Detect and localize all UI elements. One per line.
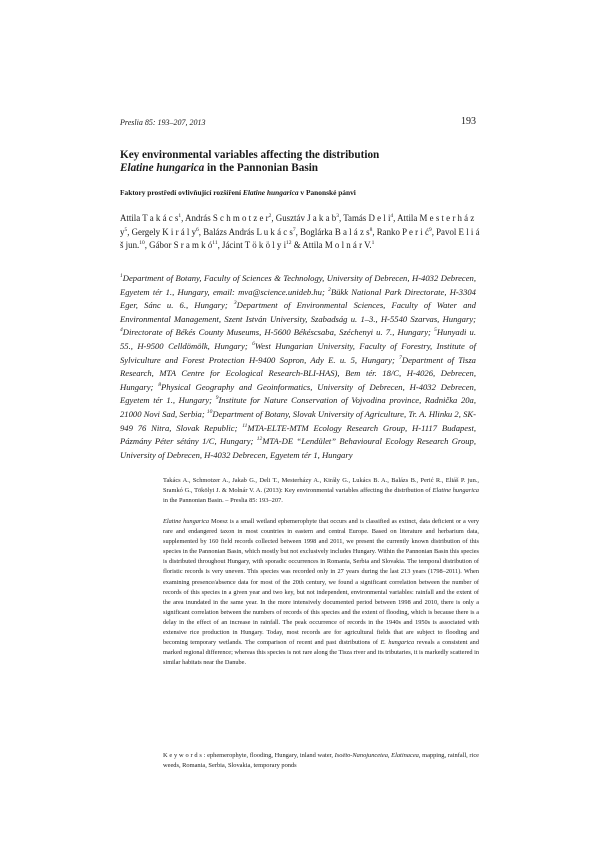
abstract (163, 517, 479, 668)
journal-reference: Preslia 85: 193–207, 2013 (120, 118, 206, 127)
affiliation-text: Directorate of Békés County Museums, H-5600 Békéscsaba, Széchenyi u. 7., Hungary; (122, 327, 435, 338)
author-separator: , (372, 226, 377, 237)
author-affiliation-mark: 9 (428, 226, 432, 233)
author-separator: , (393, 213, 398, 223)
czech-title (120, 188, 480, 197)
author-name: Jácint T ö k ö l y i (222, 240, 287, 251)
author-affiliation-mark: 1 (371, 240, 375, 247)
author-affiliation-mark: 1 (178, 213, 182, 220)
affiliation-number: 4 (120, 327, 123, 334)
author-separator: , (217, 240, 223, 251)
author-name: Attila T a k á c s (120, 213, 179, 223)
author-name: Gábor S r a m k ó (149, 240, 213, 251)
author-affiliation-mark: 11 (212, 240, 218, 247)
affiliation-text: MTA-DE “Lendület” Behavioural Ecology Research Group, University of Debrecen, H-4032 Debrecen, Egyetem tér 1, Hungary (120, 436, 477, 460)
author-separator: , (271, 213, 276, 223)
author-separator: , (144, 240, 150, 251)
author-name: Attila M o l n á r V. (302, 240, 372, 251)
affiliation-text: West Hungarian University, Faculty of Forestry, Institute of Sylviculture and Forest Protection H-9400 Sopron, Ady E. u. 5, Hungary; (120, 340, 476, 365)
keywords-part-2: , mapping, rainfall, rice weeds, Romania, Serbia, Slovakia, temporary ponds (163, 752, 480, 769)
author-name: Attila M e s t e r h á z y (120, 213, 475, 237)
author-name: András S c h m o t z e r (185, 213, 269, 223)
czech-title-suffix: v Panonské pánvi (298, 188, 356, 197)
citation-text: Takács A., Schmotzer A., Jakab G., Deli T., Mesterházy A., Király G., Lukács B. A., Balázs B., Perić R., Eliáš P. jun., Sramkó G., Tökölyi J. & Molnár V. A. (2013): Key environmental variables affecting the distribution of (163, 477, 479, 494)
keywords-part-1: : ephemerophyte, flooding, Hungary, inland water, (203, 752, 335, 759)
title-species: Elatine hungarica (120, 162, 205, 174)
title-line-2: in the Pannonian Basin (204, 162, 319, 174)
author-separator: , (295, 226, 301, 237)
author-affiliation-mark: 5 (124, 226, 128, 233)
keywords-label: Keywords (163, 752, 204, 759)
author-list (120, 212, 480, 253)
author-separator: , (127, 226, 132, 237)
affiliation-number: 8 (158, 381, 162, 388)
author-separator: , (431, 226, 437, 237)
abstract-body-2: reveals a consistent and marked regional difference; whereas this species is not rare along the Tisza river and its tributaries, it is markedly scattered in similar habitats near the Danube. (163, 639, 479, 667)
affiliation-number: 3 (233, 300, 237, 307)
citation-source: in the Pannonian Basin. – Preslia 85: 193–207. (163, 497, 283, 504)
author-separator: , (198, 226, 204, 237)
affiliation-number: 1 (120, 273, 123, 280)
author-affiliation-mark: 3 (336, 213, 339, 220)
affiliation-number: 5 (434, 327, 437, 334)
affiliation-number: 2 (328, 286, 331, 293)
abstract-body-1: Moesz is a small wetland ephemerophyte that occurs and is classified as extinct, data deficient or a very rare and endangered taxon in most countries in eastern and central Europe. Based on literature and herbarium data, supplemented by 160 field records collected between 1998 and 2011, we present the currently known distribution of this species in the Pannonian Basin, which mostly but not exclusively includes Hungary. Within the Pannonian Basin this species is distributed throughout Hungary, with sporadic occurrences in Romania, Serbia and Slovakia. The temporal distribution of floristic records is very uneven. This species was recorded only in 27 years during the last 213 years (1798–2011). When examining presence/absence data for most of the 20th century, we found a significant correlation between the number of records of this species in a given year and two key, but not independent, environmental variables: rainfall and the extent of the area inundated in the same year. In the more intensively documented period between 1998 and 2010, there is only a significant correlation between the numbers of records of this species and the extent of flooding, which is because there is a delay in the effect of an increase in rainfall. The peak occurrence of records in the 1940s and 1950s is associated with extensive rice production in Hungary. Today, most records are for agricultural fields that are subject to flooding and becoming temporary wetlands. The comparison of recent and past distributions of (163, 518, 479, 647)
affiliation-number: 6 (252, 341, 255, 348)
affiliation-text: Hunyadi u. 55., H-9500 Celldömölk, Hungary; (120, 327, 476, 351)
author-separator: , (181, 213, 186, 223)
affiliation-number: 10 (206, 409, 213, 416)
affiliation-text: Institute for Nature Conservation of Vojvodina province, Radnička 20a, 21000 Novi Sad, Serbia; (120, 395, 477, 419)
author-name: Ranko P e r i ć (376, 226, 429, 237)
affiliation-text: Department of Environmental Sciences, Faculty of Water and Environmental Management, Szent István University, Szabadság u. 1–3., H-5540 Szarvas, Hungary; (120, 300, 476, 324)
affiliation-text: Bükk National Park Directorate, H-3304 Eger, Sánc u. 6., Hungary; (120, 286, 476, 311)
affiliation-text: MTA-ELTE-MTM Ecology Research Group, H-1117 Budapest, Pázmány Péter sétány 1/C, Hungary; (120, 422, 476, 447)
author-affiliation-mark: 10 (139, 240, 145, 247)
author-affiliation-mark: 12 (286, 240, 292, 247)
author-affiliation-mark: 2 (268, 213, 272, 220)
author-affiliation-mark: 7 (292, 226, 296, 233)
author-name: Pavol E l i á š jun. (120, 226, 480, 251)
abstract-species-inline: E. hungarica (380, 639, 415, 647)
author-affiliation-mark: 8 (369, 226, 373, 233)
affiliation-text: Department of Botany, Slovak University of Agriculture, Tr. A. Hlinku 2, SK-949 76 Nitra, Slovak Republic; (120, 408, 476, 433)
affiliation-text: Department of Tisza Research, MTA Centre for Ecological Research-BLI-HAS), Bem tér. 18/C, H-4026, Debrecen, Hungary; (120, 354, 476, 392)
citation-species: Elatine hungarica (432, 487, 479, 494)
author-affiliation-mark: 6 (196, 226, 199, 233)
affiliations (120, 272, 476, 462)
citation (163, 476, 479, 506)
article-title (120, 149, 480, 175)
affiliation-number: 11 (242, 422, 248, 429)
affiliation-number: 12 (256, 436, 263, 443)
author-separator: & (291, 240, 303, 251)
keywords (163, 751, 479, 771)
affiliation-entry (120, 327, 434, 337)
author-affiliation-mark: 4 (390, 213, 394, 220)
title-line-1: Key environmental variables affecting the distribution (120, 149, 380, 161)
author-name: Tamás D e l i (343, 213, 391, 223)
author-name: Gusztáv J a k a b (275, 213, 337, 223)
affiliation-text: Physical Geography and Geoinformatics, University of Debrecen, H-4032 Debrecen, Egyetem tér 1., Hungary; (120, 381, 476, 406)
page-number: 193 (461, 116, 476, 127)
czech-title-prefix: Faktory prostředí ovlivňující rozšíření (120, 188, 243, 197)
author-separator: , (338, 213, 344, 223)
author-name: Gergely K i r á l y (131, 226, 197, 237)
author-name: Balázs András L u k á c s (203, 226, 293, 237)
keywords-syntaxa: Isoëto-Nanojuncetea, Elatinacea (334, 752, 419, 759)
affiliation-number: 7 (399, 354, 402, 361)
abstract-species-lead: Elatine hungarica (163, 518, 210, 525)
czech-title-species: Elatine hungarica (242, 188, 299, 197)
affiliation-number: 9 (215, 395, 219, 402)
author-name: Boglárka B a l á z s (300, 226, 370, 237)
affiliation-text: Department of Botany, Faculty of Sciences & Technology, University of Debrecen, H-4032 Debrecen, Egyetem tér 1., Hungary, email: mva@science.unideb.hu; (120, 273, 476, 297)
